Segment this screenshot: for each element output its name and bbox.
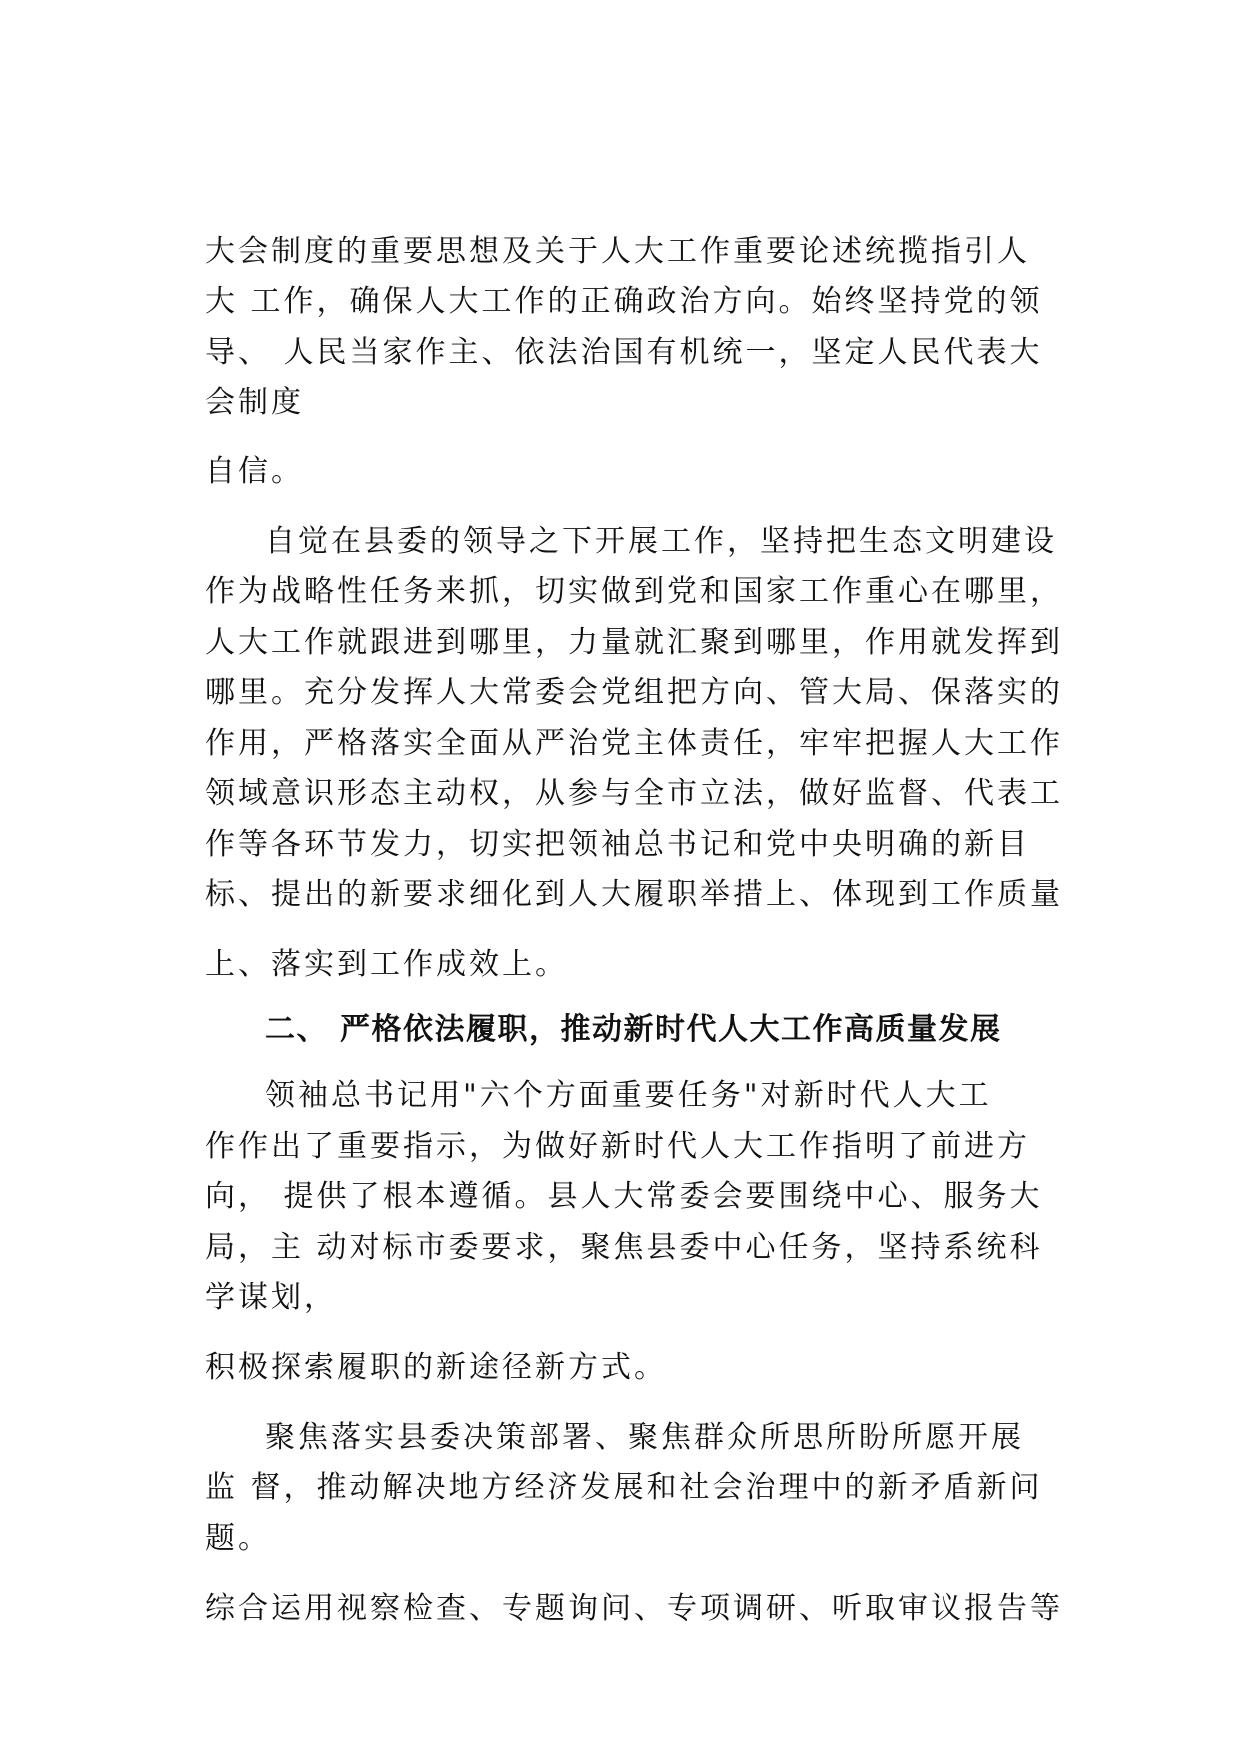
paragraph-line: 大会制度的重要思想及关于人大工作重要论述统揽指引人 (205, 234, 1030, 269)
paragraph-line: 监 督，推动解决地方经济发展和社会治理中的新矛盾新问 (205, 1470, 1043, 1505)
paragraph-line: 会制度 (205, 385, 304, 420)
paragraph-line: 作为战略性任务来抓，切实做到党和国家工作重心在哪里， (205, 574, 1063, 609)
paragraph-line: 聚焦落实县委决策部署、聚焦群众所思所盼所愿开展 (265, 1420, 1024, 1455)
paragraph-line: 作作出了重要指示，为做好新时代人大工作指明了前进方 (205, 1129, 1030, 1164)
paragraph-line: 积极探索履职的新途径新方式。 (205, 1350, 667, 1385)
paragraph-line: 作用，严格落实全面从严治党主体责任，牢牢把握人大工作 (205, 726, 1063, 761)
paragraph-line: 领袖总书记用"六个方面重要任务"对新时代人大工 (265, 1078, 992, 1113)
paragraph-line: 大 工作，确保人大工作的正确政治方向。始终坚持党的领 (205, 284, 1043, 319)
paragraph-line: 学谋划， (205, 1280, 337, 1315)
paragraph-line: 哪里。充分发挥人大常委会党组把方向、管大局、保落实的 (205, 675, 1063, 710)
paragraph-line: 自信。 (205, 454, 304, 489)
paragraph-line: 向， 提供了根本遵循。县人大常委会要围绕中心、服务大 (205, 1179, 1043, 1214)
paragraph-line: 题。 (205, 1521, 271, 1556)
paragraph-line: 领域意识形态主动权，从参与全市立法，做好监督、代表工 (205, 776, 1063, 811)
paragraph-line: 自觉在县委的领导之下开展工作，坚持把生态文明建设 (265, 524, 1057, 559)
paragraph-line: 上、落实到工作成效上。 (205, 947, 568, 982)
section-heading: 二、 严格依法履职，推动新时代人大工作高质量发展 (265, 1012, 1002, 1047)
paragraph-line: 综合运用视察检查、专题询问、专项调研、听取审议报告等 (205, 1591, 1063, 1626)
paragraph-line: 作等各环节发力，切实把领袖总书记和党中央明确的新目 (205, 827, 1030, 862)
paragraph-line: 人大工作就跟进到哪里，力量就汇聚到哪里，作用就发挥到 (205, 625, 1063, 660)
paragraph-line: 标、提出的新要求细化到人大履职举措上、体现到工作质量 (205, 877, 1063, 912)
paragraph-line: 局，主 动对标市委要求，聚焦县委中心任务，坚持系统科 (205, 1230, 1043, 1265)
paragraph-line: 导、 人民当家作主、依法治国有机统一，坚定人民代表大 (205, 335, 1043, 370)
